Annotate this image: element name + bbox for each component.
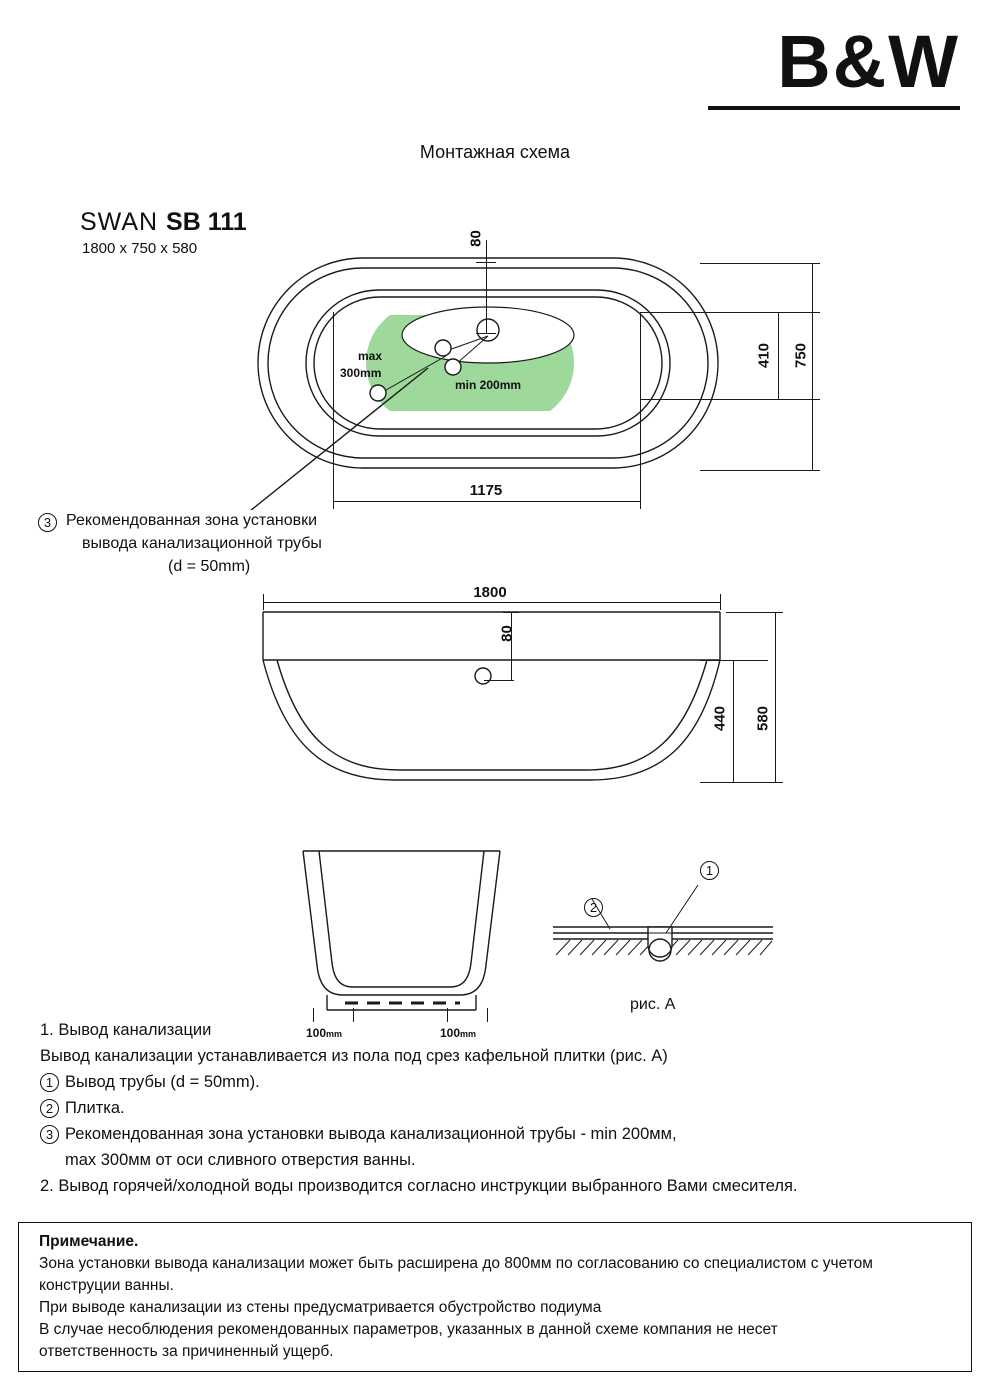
side-view-drawing (255, 600, 735, 800)
note-marker-3: 3 (40, 1125, 59, 1144)
note-row (40, 1122, 970, 1146)
note-text: 1. Вывод канализации (40, 1021, 212, 1039)
dim-100-left-unit: mm (326, 1029, 343, 1039)
remark-line-3: При выводе канализации из стены предусматривается обустройство подиума (39, 1299, 602, 1316)
dim-410-upper-ext (640, 312, 820, 313)
dim-1175-label: 1175 (469, 482, 503, 499)
front-view-drawing (295, 845, 515, 1020)
remark-box (18, 1222, 972, 1372)
dim-80-side-label: 80 (498, 625, 516, 642)
callout-3-top-view: 3 (38, 513, 57, 532)
dim-100-left-value: 100 (306, 1026, 327, 1040)
callout-3-line3: (d = 50mm) (168, 558, 251, 575)
callout-1-figure-a: 1 (700, 861, 719, 880)
dim-580-tick-bottom (767, 782, 783, 783)
dim-750-tick-bottom (804, 470, 820, 471)
dim-580-label: 580 (754, 705, 772, 732)
brand-logo-text: B&W (777, 20, 960, 103)
dim-410-tick-bottom (770, 399, 786, 400)
note-marker-2: 2 (40, 1099, 59, 1118)
dim-750-label: 750 (792, 342, 810, 369)
remark-line-5: ответственность за причиненный ущерб. (39, 1343, 334, 1360)
model-name (80, 208, 247, 237)
dim-440-tick-top (725, 660, 741, 661)
model-dimensions: 1800 x 750 x 580 (82, 240, 198, 257)
dim-1175-tick-left (333, 493, 334, 509)
note-marker-1: 1 (40, 1073, 59, 1092)
dim-440-line (733, 660, 734, 782)
note-row (40, 1044, 970, 1068)
figure-a-caption: рис. A (630, 996, 676, 1013)
note-text: Вывод канализации устанавливается из пола под срез кафельной плитки (рис. A) (40, 1047, 668, 1065)
dim-410-label: 410 (755, 342, 773, 369)
remark-title: Примечание. (39, 1233, 139, 1250)
dim-80-tick-bottom (476, 333, 496, 334)
note-row (40, 1070, 970, 1094)
model-name-code: SB 111 (166, 208, 247, 236)
note-row (65, 1148, 970, 1172)
remark-line-2: конструции ванны. (39, 1277, 174, 1294)
dim-580-line (775, 612, 776, 782)
dim-1800-tick-right (720, 594, 721, 610)
dim-80-tick-top (476, 262, 496, 263)
dim-80-ext-top (486, 240, 487, 262)
dim-750-lower-ext (700, 470, 818, 471)
dim-80-line (486, 262, 487, 334)
dim-100-right-unit: mm (460, 1029, 477, 1039)
dim-1175-right-ext (640, 312, 641, 502)
dim-410-line (778, 312, 779, 399)
dim-410-lower-ext (640, 399, 820, 400)
dim-80-side-tick-bottom (484, 680, 514, 681)
note-row (40, 1174, 970, 1198)
brand-logo-underline (708, 106, 960, 110)
model-name-brand: SWAN (80, 208, 167, 236)
note-text: Рекомендованная зона установки вывода канализационной трубы - min 200мм, (65, 1125, 677, 1143)
dim-750-tick-top (804, 263, 820, 264)
dim-1800-line (263, 602, 721, 603)
dim-1175-left-ext (333, 312, 334, 502)
dim-440-tick-bottom (725, 782, 741, 783)
dim-1800-label: 1800 (473, 584, 507, 601)
dim-440-label: 440 (711, 705, 729, 732)
note-text: 2. Вывод горячей/холодной воды производится согласно инструкции выбранного Вами смесителя. (40, 1177, 798, 1195)
remark-line-4: В случае несоблюдения рекомендованных параметров, указанных в данной схеме компания не несет (39, 1321, 778, 1338)
dim-750-line (812, 263, 813, 470)
dim-580-tick-top (767, 612, 783, 613)
dim-80-top-label: 80 (467, 230, 485, 247)
note-row (40, 1018, 970, 1042)
callout-2-figure-a: 2 (584, 898, 603, 917)
notes-list (40, 1018, 970, 1200)
note-row (40, 1096, 970, 1120)
label-max-value: 300mm (340, 366, 382, 380)
dim-100-right-value: 100 (440, 1026, 461, 1040)
dim-1800-tick-left (263, 594, 264, 610)
note-text: max 300мм от оси сливного отверстия ванны. (65, 1151, 416, 1169)
remark-line-1: Зона установки вывода канализации может быть расширена до 800мм по согласованию со специалистом с учетом (39, 1255, 873, 1272)
figure-a-drawing (548, 855, 778, 995)
dim-750-upper-ext (700, 263, 818, 264)
callout-3-line1: Рекомендованная зона установки (66, 512, 318, 529)
dim-1175-tick-right (640, 493, 641, 509)
note-text: Вывод трубы (d = 50mm). (65, 1073, 260, 1091)
callout-3-line2: вывода канализационной трубы (82, 535, 322, 552)
page-title: Монтажная схема (419, 142, 571, 162)
brand-logo (700, 22, 960, 112)
dim-1175-line (333, 501, 640, 502)
label-min: min 200mm (455, 378, 522, 392)
note-text: Плитка. (65, 1099, 125, 1117)
label-max: max (358, 349, 383, 363)
dim-410-tick-top (770, 312, 786, 313)
top-view-drawing (250, 230, 830, 510)
